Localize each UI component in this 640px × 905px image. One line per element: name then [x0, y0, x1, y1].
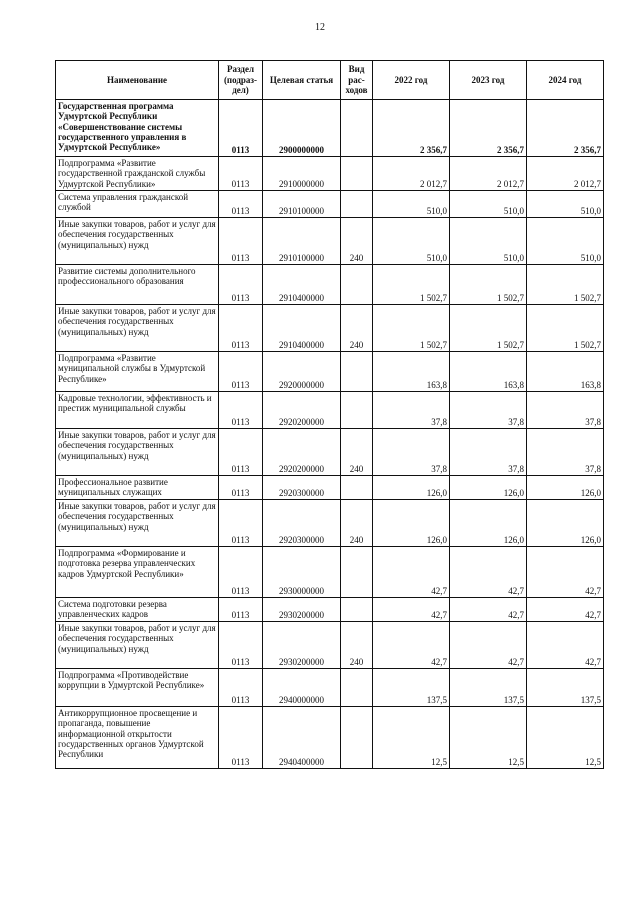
table-row [56, 352, 604, 392]
row-name: Подпрограмма «Противодействие коррупции в Удмуртской Республике» [56, 669, 219, 707]
row-value-2024: 37,8 [527, 392, 604, 429]
row-target: 2920000000 [263, 352, 341, 392]
row-expense-type [341, 352, 373, 392]
row-target: 2910100000 [263, 191, 341, 218]
row-section: 0113 [219, 218, 263, 265]
row-value-2024: 1 502,7 [527, 305, 604, 352]
row-section: 0113 [219, 392, 263, 429]
row-target: 2920300000 [263, 476, 341, 500]
row-target: 2930200000 [263, 622, 341, 669]
row-value-2023: 1 502,7 [450, 265, 527, 305]
row-value-2024: 1 502,7 [527, 265, 604, 305]
row-section: 0113 [219, 429, 263, 476]
table-row [56, 305, 604, 352]
row-expense-type: 240 [341, 305, 373, 352]
row-value-2024: 137,5 [527, 669, 604, 707]
row-expense-type [341, 392, 373, 429]
row-expense-type [341, 707, 373, 769]
row-target: 2910000000 [263, 157, 341, 191]
row-section: 0113 [219, 500, 263, 547]
row-value-2024: 163,8 [527, 352, 604, 392]
row-target: 2900000000 [263, 100, 341, 157]
table-row [56, 100, 604, 157]
header-name: Наименование [56, 61, 219, 100]
row-value-2022: 1 502,7 [373, 305, 450, 352]
row-value-2022: 37,8 [373, 429, 450, 476]
row-value-2022: 126,0 [373, 500, 450, 547]
row-name: Иные закупки товаров, работ и услуг для обеспечения государственных (муниципальных) нужд [56, 218, 219, 265]
row-section: 0113 [219, 265, 263, 305]
table-row [56, 622, 604, 669]
row-name: Система подготовки резерва управленческих кадров [56, 598, 219, 622]
table-row [56, 392, 604, 429]
row-value-2022: 510,0 [373, 218, 450, 265]
row-name: Подпрограмма «Развитие муниципальной службы в Удмуртской Республике» [56, 352, 219, 392]
row-target: 2920200000 [263, 392, 341, 429]
table-row [56, 500, 604, 547]
row-value-2022: 163,8 [373, 352, 450, 392]
row-name: Подпрограмма «Формирование и подготовка резерва управленческих кадров Удмуртской Республики» [56, 547, 219, 598]
row-value-2023: 2 012,7 [450, 157, 527, 191]
header-target: Целевая статья [263, 61, 341, 100]
row-target: 2940000000 [263, 669, 341, 707]
row-section: 0113 [219, 707, 263, 769]
row-target: 2910400000 [263, 265, 341, 305]
row-value-2023: 37,8 [450, 429, 527, 476]
header-expense-type: Вид рас-ходов [341, 61, 373, 100]
row-name: Профессиональное развитие муниципальных служащих [56, 476, 219, 500]
table-row [56, 707, 604, 769]
header-section: Раздел (подраз-дел) [219, 61, 263, 100]
row-expense-type: 240 [341, 218, 373, 265]
table-row [56, 476, 604, 500]
row-target: 2910400000 [263, 305, 341, 352]
row-value-2023: 126,0 [450, 476, 527, 500]
row-target: 2920300000 [263, 500, 341, 547]
row-value-2022: 12,5 [373, 707, 450, 769]
row-section: 0113 [219, 622, 263, 669]
row-value-2024: 126,0 [527, 500, 604, 547]
row-value-2022: 37,8 [373, 392, 450, 429]
row-section: 0113 [219, 598, 263, 622]
row-value-2023: 42,7 [450, 622, 527, 669]
row-section: 0113 [219, 669, 263, 707]
budget-table [55, 60, 604, 769]
row-target: 2930200000 [263, 598, 341, 622]
row-value-2022: 42,7 [373, 547, 450, 598]
row-name: Иные закупки товаров, работ и услуг для обеспечения государственных (муниципальных) нужд [56, 622, 219, 669]
row-expense-type: 240 [341, 500, 373, 547]
row-target: 2930000000 [263, 547, 341, 598]
row-section: 0113 [219, 100, 263, 157]
table-row [56, 191, 604, 218]
row-value-2023: 510,0 [450, 218, 527, 265]
row-section: 0113 [219, 547, 263, 598]
row-value-2024: 42,7 [527, 598, 604, 622]
header-2024: 2024 год [527, 61, 604, 100]
row-value-2024: 126,0 [527, 476, 604, 500]
row-target: 2910100000 [263, 218, 341, 265]
header-2023: 2023 год [450, 61, 527, 100]
row-value-2023: 2 356,7 [450, 100, 527, 157]
row-value-2024: 42,7 [527, 622, 604, 669]
table-row [56, 218, 604, 265]
row-expense-type: 240 [341, 622, 373, 669]
row-value-2023: 37,8 [450, 392, 527, 429]
row-name: Иные закупки товаров, работ и услуг для обеспечения государственных (муниципальных) нужд [56, 429, 219, 476]
row-value-2024: 2 012,7 [527, 157, 604, 191]
row-value-2022: 137,5 [373, 669, 450, 707]
row-value-2024: 510,0 [527, 218, 604, 265]
table-row [56, 429, 604, 476]
row-name: Государственная программа Удмуртской Республики «Совершенствование системы государственного управления в Удмуртской Республике» [56, 100, 219, 157]
row-expense-type [341, 476, 373, 500]
row-value-2024: 12,5 [527, 707, 604, 769]
row-value-2022: 1 502,7 [373, 265, 450, 305]
table-row [56, 669, 604, 707]
row-value-2022: 510,0 [373, 191, 450, 218]
row-name: Кадровые технологии, эффективность и престиж муниципальной службы [56, 392, 219, 429]
row-value-2023: 510,0 [450, 191, 527, 218]
row-target: 2940400000 [263, 707, 341, 769]
row-name: Система управления гражданской службой [56, 191, 219, 218]
row-name: Иные закупки товаров, работ и услуг для обеспечения государственных (муниципальных) нужд [56, 305, 219, 352]
row-expense-type [341, 669, 373, 707]
row-expense-type [341, 547, 373, 598]
row-expense-type [341, 191, 373, 218]
row-value-2023: 126,0 [450, 500, 527, 547]
table-row [56, 265, 604, 305]
header-2022: 2022 год [373, 61, 450, 100]
row-value-2023: 1 502,7 [450, 305, 527, 352]
row-value-2022: 126,0 [373, 476, 450, 500]
row-expense-type [341, 100, 373, 157]
row-expense-type [341, 265, 373, 305]
row-section: 0113 [219, 157, 263, 191]
row-value-2022: 2 356,7 [373, 100, 450, 157]
row-value-2023: 137,5 [450, 669, 527, 707]
row-name: Иные закупки товаров, работ и услуг для обеспечения государственных (муниципальных) нужд [56, 500, 219, 547]
row-name: Подпрограмма «Развитие государственной гражданской службы Удмуртской Республики» [56, 157, 219, 191]
row-value-2024: 37,8 [527, 429, 604, 476]
row-section: 0113 [219, 305, 263, 352]
table-row [56, 547, 604, 598]
row-value-2024: 42,7 [527, 547, 604, 598]
row-section: 0113 [219, 352, 263, 392]
row-value-2023: 12,5 [450, 707, 527, 769]
page-number: 12 [315, 22, 325, 33]
row-expense-type: 240 [341, 429, 373, 476]
row-value-2023: 42,7 [450, 598, 527, 622]
row-value-2022: 2 012,7 [373, 157, 450, 191]
table-header-row [56, 61, 604, 100]
row-value-2024: 2 356,7 [527, 100, 604, 157]
row-value-2022: 42,7 [373, 598, 450, 622]
row-section: 0113 [219, 191, 263, 218]
row-name: Антикоррупционное просвещение и пропаганда, повышение информационной открытости государственных органов Удмуртской Республики [56, 707, 219, 769]
row-expense-type [341, 598, 373, 622]
row-value-2023: 42,7 [450, 547, 527, 598]
row-value-2022: 42,7 [373, 622, 450, 669]
row-section: 0113 [219, 476, 263, 500]
row-name: Развитие системы дополнительного профессионального образования [56, 265, 219, 305]
row-value-2023: 163,8 [450, 352, 527, 392]
row-expense-type [341, 157, 373, 191]
row-value-2024: 510,0 [527, 191, 604, 218]
table-row [56, 598, 604, 622]
table-row [56, 157, 604, 191]
row-target: 2920200000 [263, 429, 341, 476]
